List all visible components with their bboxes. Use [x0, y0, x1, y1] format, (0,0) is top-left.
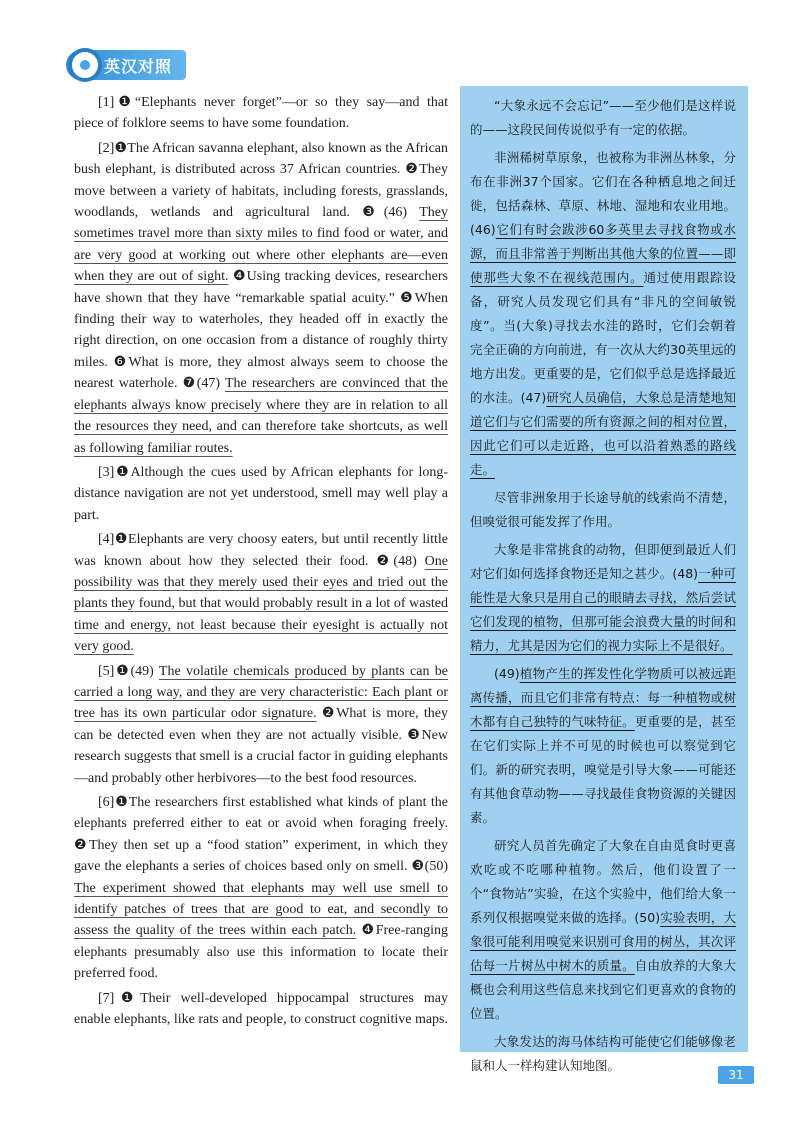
section-title: 英汉对照 [104, 57, 173, 76]
english-text-column [74, 92, 448, 1033]
chinese-paragraph [470, 94, 736, 142]
chinese-paragraph [470, 662, 736, 830]
chinese-underlined-answer: 它们有时会跋涉60多英里去寻找食物或水源，而且非常善于判断出其他大象的位置——即使那些大象不在视线范围内。 [470, 222, 736, 285]
english-text: [6]❶The researchers first established what kinds of plant the elephants preferred either to eat or avoid when foraging freely. ❷They then set up a “food station” experiment, in which they gave the elephants a series of choices based only on smell. ❸(50) [74, 795, 448, 875]
english-paragraph [74, 661, 448, 789]
chinese-text: 尽管非洲象用于长途导航的线索尚不清楚，但嗅觉很可能发挥了作用。 [470, 490, 736, 529]
chinese-underlined-answer: 研究人员确信，大象总是清楚地知道它们与它们需要的所有资源之间的相对位置，因此它们可以走近路，也可以沿着熟悉的路线走。 [470, 390, 736, 477]
chinese-text: “大象永远不会忘记”——至少他们是这样说的——这段民间传说似乎有一定的依据。 [470, 98, 736, 137]
chinese-paragraph [470, 1030, 736, 1078]
english-text: ❹Using tracking devices, researchers have shown that they have “remarkable spatial acuity.” ❺When finding their way to waterholes, they headed off in exactly the right direction, on one occasion from a distance of roughly thirty miles. ❻What is more, they almost always seem to choose the nearest waterhole. ❼(47) [74, 269, 448, 392]
english-text: ❷What is more, they can be detected even when they are not actually visible. ❸New research suggests that smell is a crucial factor in guiding elephants—and probably other herbivores—to the best food resources. [74, 706, 449, 786]
english-paragraph [74, 138, 448, 459]
english-paragraph [74, 792, 448, 985]
chinese-text: (49) [494, 666, 520, 681]
english-underlined-answer: The experiment showed that elephants may well use smell to identify patches of trees that are good to eat, and secondly to assess the quality of the trees within each patch. [74, 880, 448, 939]
english-paragraph [74, 988, 448, 1031]
chinese-text: 大象发达的海马体结构可能使它们能够像老鼠和人一样构建认知地图。 [470, 1034, 736, 1073]
chinese-text: 非洲稀树草原象，也被称为非洲丛林象，分布在非洲37个国家。它们在各种栖息地之间迁徙，包括森林、草原、林地、湿地和农业用地。(46) [470, 150, 736, 237]
english-text: [2]❶The African savanna elephant, also known as the African bush elephant, is distributed across 37 African countries. ❷They move between a variety of habitats, including forests, grasslands, woodlands, wetlands and agricultural land. ❸(46) [74, 140, 448, 221]
english-underlined-answer: They sometimes travel more than sixty miles to find food or water, and are very good at working out where other elephants are—even when they are out of sight. [74, 205, 448, 285]
chinese-paragraph [470, 146, 736, 482]
page-number: 31 [718, 1066, 754, 1084]
english-text: [7]❶Their well-developed hippocampal structures may enable elephants, like rats and people, to construct cognitive maps. [74, 990, 448, 1028]
english-text: [3]❶Although the cues used by African elephants for long-distance navigation are not yet understood, smell may well play a part. [74, 464, 448, 523]
chinese-text: 通过使用跟踪设备，研究人员发现它们具有“非凡的空间敏锐度”。当(大象)寻找去水洼的路时，它们会朝着完全正确的方向前进，有一次从大约30英里远的地方出发。更重要的是，它们似乎总是选择最近的水洼。(47) [470, 270, 736, 405]
search-icon [68, 48, 102, 82]
english-paragraph [74, 462, 448, 526]
chinese-underlined-answer: 实验表明，大象很可能利用嗅觉来识别可食用的树丛，其次评估每一片树丛中树木的质量。 [470, 910, 736, 973]
chinese-underlined-answer: 植物产生的挥发性化学物质可以被远距离传播，而且它们非常有特点：每一种植物或树木都有自己独特的气味特征。 [470, 666, 736, 729]
english-paragraph [74, 92, 448, 135]
chinese-paragraph [470, 834, 736, 1026]
chinese-paragraph [470, 538, 736, 658]
english-text: ❹Free-ranging elephants presumably also use this information to locate their preferred food. [74, 923, 449, 982]
english-paragraph [74, 529, 448, 657]
english-text: [1]❶“Elephants never forget”—or so they say—and that piece of folklore seems to have some foundation. [74, 95, 448, 132]
english-text: [5]❶(49) [98, 663, 159, 679]
chinese-text: 自由放养的大象大概也会利用这些信息来找到它们更喜欢的食物的位置。 [470, 958, 736, 1021]
chinese-text: 大象是非常挑食的动物，但即便到最近人们对它们如何选择食物还是知之甚少。(48) [470, 542, 736, 581]
chinese-paragraph [470, 486, 736, 534]
chinese-translation-panel [460, 86, 748, 1073]
chinese-text: 更重要的是，甚至在它们实际上并不可见的时候也可以察觉到它们。新的研究表明，嗅觉是引导大象——可能还有其他食草动物——寻找最佳食物资源的关键因素。 [470, 714, 736, 825]
english-underlined-answer: The researchers are convinced that the elephants always know precisely where they are in relation to all the resources they need, and can therefore take shortcuts, as well as following familiar routes. [74, 376, 448, 456]
english-text: [4]❶Elephants are very choosy eaters, but until recently little was known about how they selected their food. ❷(48) [74, 532, 448, 569]
chinese-text: 研究人员首先确定了大象在自由觅食时更喜欢吃或不吃哪种植物。然后，他们设置了一个“食物站”实验，在这个实验中，他们给大象一系列仅根据嗅觉来做的选择。(50) [470, 838, 736, 925]
english-underlined-answer: The volatile chemicals produced by plants can be carried a long way, and they are very characteristic: Each plant or tree has its own particular odor signature. [74, 663, 448, 722]
english-underlined-answer: One possibility was that they merely used their eyes and tried out the plants they found, but that would probably result in a lot of wasted time and energy, not least because their eyesight is actually not very good. [74, 553, 448, 655]
chinese-underlined-answer: 一种可能性是大象只是用自己的眼睛去寻找，然后尝试它们发现的植物，但那可能会浪费大量的时间和精力，尤其是因为它们的视力实际上不是很好。 [470, 566, 736, 653]
